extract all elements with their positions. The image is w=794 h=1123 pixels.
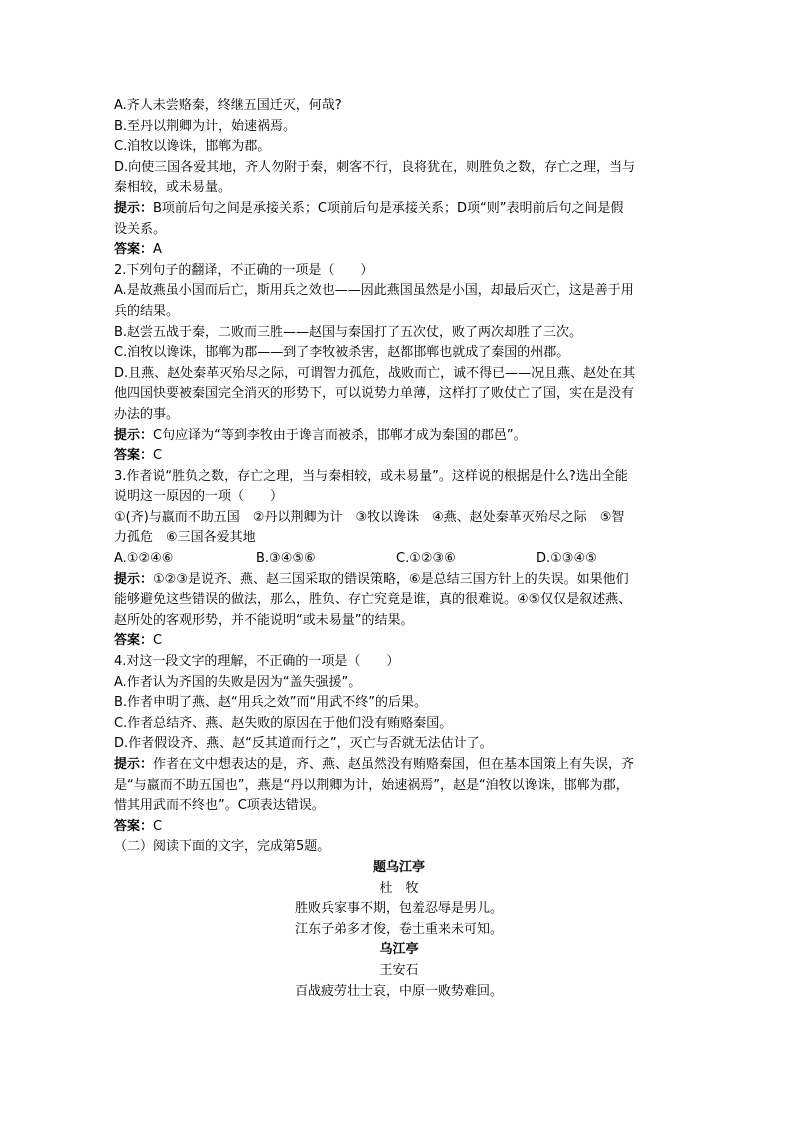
q1-option-d-line1: D.向使三国各爱其地，齐人勿附于秦，刺客不行，良将犹在，则胜负之数，存亡之理，当与 [114,159,636,175]
poem-2-title: 乌江亭 [379,942,419,958]
poem-1-title: 题乌江亭 [372,859,425,875]
q4-answer [114,817,684,838]
hint-text: 作者在文中想表达的是，齐、燕、赵虽然没有贿赂秦国，但在基本国策上有失误，齐 [153,757,635,772]
q4-hint-line2: 是“与嬴而不助五国也”，燕是“丹以荆卿为计，始速祸焉”，赵是“洎牧以谗诛，邯郸为郡， [114,777,629,793]
q2-option-c: C.洎牧以谗诛，邯郸为郡——到了李牧被杀害，赵都邯郸也就成了秦国的州郡。 [114,345,570,361]
q3-items-line2: 力孤危 ⑥三国各爱其地 [114,530,256,546]
q4-option-c: C.作者总结齐、燕、赵失败的原因在于他们没有贿赂秦国。 [114,715,453,731]
hint-text: ①②③是说齐、燕、赵三国采取的错误策略，⑥是总结三国方针上的失误。如果他们 [153,571,629,587]
poem-1-line-2: 江东子弟多才俊，卷土重来未可知。 [294,921,503,937]
poem-2-line-1: 百战疲劳壮士哀，中原一败势难回。 [294,983,503,999]
document-page [114,96,684,1002]
q2-option-b: B.赵尝五战于秦，二败而三胜——赵国与秦国打了五次仗，败了两次却胜了三次。 [114,324,583,340]
hint-text: B项前后句之间是承接关系；C项前后句是承接关系；D项“则”表明前后句之间是假 [153,200,624,216]
q3-stem-line1: 3.作者说“胜负之数，存亡之理，当与秦相较，或未易量”。这样说的根据是什么?选出全能 [114,468,628,484]
q1-hint-line2: 设关系。 [114,221,167,237]
hint-label: 提示： [114,427,154,443]
hint-text: C句应译为“等到李牧由于谗言而被杀，邯郸才成为秦国的郡邑”。 [153,427,527,443]
hint-label: 提示： [114,757,154,772]
q3-hint-line1 [114,570,684,591]
q3-options [114,549,684,570]
q3-hint-line2: 能够避免这些错误的做法，那么，胜负、存亡究竟是谁，真的很难说。④⑤仅仅是叙述燕、 [114,592,632,608]
answer-value: C [153,448,163,464]
q2-option-d-line3: 办法的事。 [114,406,180,422]
q1-option-d-line2: 秦相较，或未易量。 [114,180,232,196]
q2-stem: 2.下列句子的翻译，不正确的一项是（ ） [114,262,374,278]
q1-answer [114,240,684,261]
answer-label: 答案： [114,242,154,258]
q4-option-d: D.作者假设齐、燕、赵“反其道而行之”，灭亡与否就无法估计了。 [114,736,493,752]
q2-option-d-line1: D.且燕、赵处秦革灭殆尽之际，可谓智力孤危，战败而亡，诚不得已——况且燕、赵处在其 [114,365,636,381]
q2-option-a-line1: A.是故燕虽小国而后亡，斯用兵之效也——因此燕国虽然是小国，却最后灭亡，这是善于用 [114,283,634,299]
q1-option-a: A.齐人未尝赂秦，终继五国迁灭，何哉? [114,98,342,113]
q2-option-d-line2: 他四国快要被秦国完全消灭的形势下，可以说势力单薄，这样打了败仗亡了国，实在是没有 [114,386,635,402]
hint-label: 提示： [114,200,154,216]
answer-value: A [153,242,162,258]
poem-2-author: 王安石 [379,962,419,978]
q2-answer [114,446,684,467]
q4-option-a: A.作者认为齐国的失败是因为“盖失强援”。 [114,674,362,690]
q3-items-line1: ①(齐)与嬴而不助五国 ②丹以荆卿为计 ③牧以谗诛 ④燕、赵处秦革灭殆尽之际 ⑤智 [114,509,625,525]
answer-label: 答案： [114,818,154,834]
q2-hint [114,426,684,447]
answer-label: 答案： [114,448,154,464]
q4-stem: 4.对这一段文字的理解，不正确的一项是（ ） [114,654,400,670]
poem-1-author: 杜 牧 [379,880,419,896]
q3-option-a: A.①②④⑥ [114,551,174,567]
q4-hint-line3: 惜其用武而不终也”。C项表达错误。 [114,798,325,814]
answer-value: C [153,633,163,649]
q3-option-b: B.③④⑤⑥ [256,551,316,567]
q3-hint-line3: 赵所处的客观形势，并不能说明“或未易量”的结果。 [114,612,414,628]
q4-hint-line1 [114,755,684,776]
answer-label: 答案： [114,633,154,649]
q2-option-a-line2: 兵的结果。 [114,303,180,319]
section-2-intro: （二）阅读下面的文字，完成第5题。 [114,839,331,855]
poem-1-line-1: 胜败兵家事不期，包羞忍辱是男儿。 [294,901,503,917]
hint-label: 提示： [114,571,154,587]
q3-answer [114,631,684,652]
q4-option-b: B.作者申明了燕、赵“用兵之效”而“用武不终”的后果。 [114,695,427,711]
q3-stem-line2: 说明这一原因的一项（ ） [114,489,284,505]
answer-value: C [153,818,163,834]
q3-option-d: D.①③④⑤ [536,551,597,567]
q1-hint-line1 [114,199,684,220]
q3-option-c: C.①②③⑥ [396,551,456,567]
q1-option-c: C.洎牧以谗诛，邯郸为郡。 [114,139,271,155]
q1-option-b: B.至丹以荆卿为计，始速祸焉。 [114,118,297,134]
